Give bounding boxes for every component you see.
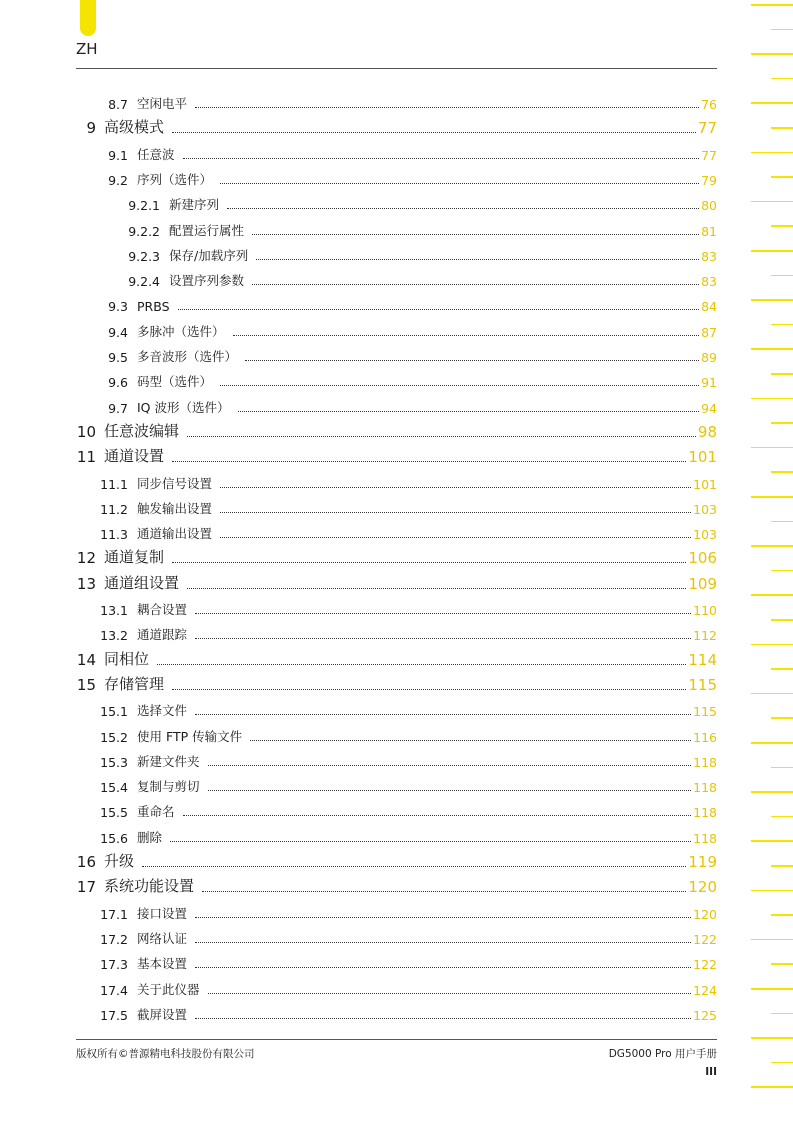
toc-entry-title: 使用 FTP 传输文件: [137, 728, 243, 744]
toc-entry-number: 14: [76, 650, 96, 669]
toc-entry[interactable]: [88, 143, 717, 163]
toc-leader-dots: [220, 487, 691, 488]
toc-entry[interactable]: [88, 826, 717, 846]
toc-entry[interactable]: [66, 649, 717, 669]
toc-leader-dots: [252, 284, 699, 285]
toc-entry-title: 触发输出设置: [137, 500, 213, 516]
toc-entry-title: 空闲电平: [137, 96, 188, 111]
toc-entry[interactable]: [88, 750, 717, 770]
toc-entry-number: 9.7: [108, 400, 128, 416]
toc-entry-title: 耦合设置: [137, 602, 188, 617]
toc-entry-page: 77: [697, 119, 717, 138]
toc-leader-dots: [195, 638, 691, 639]
toc-entry-number: 9: [86, 119, 96, 138]
toc-entry-title: 同相位: [104, 649, 150, 668]
toc-entry[interactable]: [88, 800, 717, 820]
toc-entry[interactable]: [88, 320, 717, 340]
toc-entry-title: 配置运行属性: [169, 222, 245, 238]
toc-entry[interactable]: [112, 219, 717, 239]
toc-entry[interactable]: [66, 674, 717, 694]
toc-leader-dots: [195, 967, 691, 968]
toc-entry-number: 8.7: [108, 97, 128, 112]
toc-entry-title: 通道复制: [104, 548, 165, 567]
toc-entry-number: 9.3: [108, 299, 128, 315]
toc-entry-title: 新建文件夹: [137, 753, 200, 769]
toc-entry-page: 115: [693, 704, 717, 720]
toc-entry-page: 115: [688, 675, 717, 694]
manual-title: DG5000 Pro 用户手册: [608, 1048, 717, 1060]
toc-leader-dots: [142, 866, 686, 867]
toc-entry-number: 9.2.1: [128, 198, 160, 214]
toc-entry[interactable]: [88, 522, 717, 542]
toc-entry-number: 11.1: [100, 476, 128, 492]
toc-entry[interactable]: [88, 345, 717, 365]
toc-entry[interactable]: [88, 725, 717, 745]
toc-leader-dots: [245, 360, 699, 361]
toc-entry-title: 升级: [104, 852, 135, 870]
toc-entry-number: 16: [76, 853, 96, 871]
toc-entry-number: 9.5: [108, 350, 128, 365]
toc-entry-number: 13.1: [100, 603, 128, 618]
toc-leader-dots: [220, 512, 691, 513]
toc-entry[interactable]: [88, 623, 717, 643]
toc-entry-number: 9.1: [108, 147, 128, 163]
toc-entry-page: 112: [693, 628, 717, 644]
toc-entry[interactable]: [88, 92, 717, 112]
toc-entry-page: 79: [701, 172, 717, 188]
toc-entry-title: 截屏设置: [137, 1006, 188, 1022]
toc-leader-dots: [195, 714, 691, 715]
toc-entry-number: 15.4: [100, 780, 128, 796]
toc-entry-number: 17: [76, 878, 96, 897]
toc-entry[interactable]: [88, 497, 717, 517]
toc-entry-number: 9.4: [108, 324, 128, 340]
toc-entry-page: 91: [701, 375, 717, 391]
toc-leader-dots: [208, 993, 692, 994]
toc-entry[interactable]: [88, 598, 717, 618]
toc-entry-number: 11: [76, 448, 96, 467]
toc-entry-title: IQ 波形（选件）: [137, 399, 230, 415]
toc-entry[interactable]: [88, 1003, 717, 1023]
toc-leader-dots: [172, 562, 686, 563]
toc-leader-dots: [157, 664, 686, 665]
toc-entry-title: 多脉冲（选件）: [137, 323, 225, 339]
toc-entry-number: 15.6: [100, 830, 128, 846]
toc-leader-dots: [195, 917, 691, 918]
toc-entry[interactable]: [88, 927, 717, 947]
toc-leader-dots: [195, 942, 691, 943]
toc-entry-page: 80: [701, 198, 717, 214]
toc-entry-page: 83: [701, 248, 717, 264]
toc-entry[interactable]: [112, 193, 717, 213]
toc-entry-number: 9.2: [108, 172, 128, 188]
toc-entry-page: 118: [693, 754, 717, 770]
toc-leader-dots: [172, 461, 686, 462]
toc-entry-page: 122: [693, 931, 717, 947]
toc-entry-title: 网络认证: [137, 930, 188, 946]
toc-entry-number: 10: [76, 422, 96, 441]
toc-leader-dots: [220, 183, 699, 184]
toc-leader-dots: [183, 158, 700, 159]
toc-entry-title: 通道组设置: [104, 573, 180, 592]
toc-entry-title: 任意波编辑: [104, 421, 180, 440]
toc-entry-number: 17.2: [100, 931, 128, 947]
toc-entry-page: 106: [688, 549, 717, 568]
toc-entry-title: 关于此仪器: [137, 981, 200, 997]
toc-entry[interactable]: [66, 573, 717, 593]
language-label: ZH: [76, 40, 98, 58]
toc-entry-number: 15.1: [100, 704, 128, 720]
toc-leader-dots: [208, 790, 692, 791]
toc-entry-page: 77: [701, 147, 717, 163]
toc-leader-dots: [178, 309, 700, 310]
toc-entry-number: 15: [76, 675, 96, 694]
toc-entry-title: 码型（选件）: [137, 374, 213, 390]
toc-entry-title: 删除: [137, 829, 163, 845]
toc-entry[interactable]: [88, 294, 717, 314]
toc-entry-page: 87: [701, 324, 717, 340]
toc-entry-title: PRBS: [137, 299, 170, 315]
toc-entry-number: 15.5: [100, 805, 128, 821]
toc-entry[interactable]: [88, 472, 717, 492]
footer-divider: [76, 1039, 717, 1040]
toc-entry-page: 109: [688, 574, 717, 593]
toc-entry-title: 新建序列: [169, 197, 220, 213]
toc-entry-number: 15.3: [100, 754, 128, 770]
toc-entry-page: 103: [693, 501, 717, 517]
toc-entry-number: 9.2.3: [128, 248, 160, 264]
toc-entry-title: 存储管理: [104, 674, 165, 693]
toc-entry-page: 101: [693, 476, 717, 492]
toc-entry[interactable]: [88, 370, 717, 390]
toc-entry-page: 76: [701, 97, 717, 112]
toc-entry-page: 118: [693, 780, 717, 796]
toc-entry[interactable]: [88, 978, 717, 998]
toc-entry-page: 81: [701, 223, 717, 239]
toc-entry-title: 基本设置: [137, 956, 188, 972]
toc-entry-page: 114: [688, 650, 717, 669]
toc-leader-dots: [202, 891, 686, 892]
toc-entry-page: 103: [693, 527, 717, 543]
toc-entry-title: 重命名: [137, 804, 175, 820]
toc-entry-number: 9.2.4: [128, 274, 160, 290]
toc-entry[interactable]: [112, 269, 717, 289]
toc-entry-title: 序列（选件）: [137, 171, 213, 187]
toc-entry-number: 9.2.2: [128, 223, 160, 239]
toc-entry[interactable]: [66, 117, 717, 137]
toc-entry-title: 高级模式: [104, 118, 165, 137]
toc-entry-title: 任意波: [137, 146, 175, 162]
toc-entry[interactable]: [88, 952, 717, 972]
toc-entry-title: 接口设置: [137, 905, 188, 921]
toc-entry[interactable]: [88, 168, 717, 188]
toc-entry[interactable]: [88, 396, 717, 416]
toc-leader-dots: [256, 259, 699, 260]
toc-entry-title: 选择文件: [137, 703, 188, 719]
toc-entry-page: 124: [693, 982, 717, 998]
toc-leader-dots: [233, 335, 700, 336]
toc-entry-number: 11.3: [100, 527, 128, 543]
toc-entry[interactable]: [66, 876, 717, 896]
toc-leader-dots: [220, 537, 691, 538]
toc-entry-number: 17.5: [100, 1007, 128, 1023]
copyright-text: 版权所有©普源精电科技股份有限公司: [76, 1048, 255, 1060]
toc-entry[interactable]: [66, 851, 717, 871]
toc-entry-number: 11.2: [100, 501, 128, 517]
toc-entry-page: 94: [701, 400, 717, 416]
toc-leader-dots: [250, 740, 691, 741]
toc-leader-dots: [187, 436, 696, 437]
toc-entry-page: 101: [688, 448, 717, 467]
toc-entry-title: 保存/加载序列: [169, 247, 249, 263]
toc-leader-dots: [172, 132, 696, 133]
toc-leader-dots: [183, 815, 692, 816]
toc-entry-page: 119: [688, 853, 717, 871]
toc-leader-dots: [170, 841, 691, 842]
toc-entry-number: 13.2: [100, 628, 128, 644]
toc-entry-page: 118: [693, 805, 717, 821]
toc-entry-number: 17.3: [100, 957, 128, 973]
toc-leader-dots: [187, 588, 686, 589]
toc-entry-page: 83: [701, 274, 717, 290]
toc-entry-page: 120: [693, 906, 717, 922]
toc-entry-page: 110: [693, 603, 717, 618]
toc-leader-dots: [172, 689, 686, 690]
toc-entry-number: 15.2: [100, 729, 128, 745]
toc-leader-dots: [195, 1018, 691, 1019]
toc-entry-number: 9.6: [108, 375, 128, 391]
toc-entry-page: 84: [701, 299, 717, 315]
toc-entry-title: 系统功能设置: [104, 877, 195, 896]
toc-entry-page: 98: [697, 422, 717, 441]
toc-entry[interactable]: [66, 421, 717, 441]
toc-entry[interactable]: [112, 244, 717, 264]
toc-entry-title: 通道设置: [104, 447, 165, 466]
toc-entry-title: 通道输出设置: [137, 526, 213, 542]
toc-entry-number: 12: [76, 549, 96, 568]
toc-leader-dots: [195, 613, 691, 614]
toc-leader-dots: [220, 385, 699, 386]
page-number: III: [705, 1066, 717, 1078]
toc-entry[interactable]: [66, 547, 717, 567]
toc-entry-page: 125: [693, 1007, 717, 1023]
toc-entry-number: 17.1: [100, 906, 128, 922]
toc-entry-title: 同步信号设置: [137, 475, 213, 491]
toc-leader-dots: [252, 234, 699, 235]
toc-entry-page: 122: [693, 957, 717, 973]
toc-entry-page: 89: [701, 350, 717, 365]
toc-entry-page: 118: [693, 830, 717, 846]
toc-entry-title: 设置序列参数: [169, 273, 245, 289]
toc-entry-title: 复制与剪切: [137, 779, 200, 795]
toc-entry[interactable]: [88, 775, 717, 795]
toc-leader-dots: [208, 765, 692, 766]
toc-entry-number: 17.4: [100, 982, 128, 998]
toc-leader-dots: [238, 411, 700, 412]
toc-entry-page: 120: [688, 878, 717, 897]
toc-entry-number: 13: [76, 574, 96, 593]
toc-entry[interactable]: [88, 902, 717, 922]
toc-entry[interactable]: [66, 446, 717, 466]
toc-entry[interactable]: [88, 699, 717, 719]
toc-entry-title: 多音波形（选件）: [137, 349, 238, 364]
toc-leader-dots: [195, 107, 699, 108]
toc-entry-title: 通道跟踪: [137, 627, 188, 643]
toc-entry-page: 116: [693, 729, 717, 745]
toc-leader-dots: [227, 208, 699, 209]
